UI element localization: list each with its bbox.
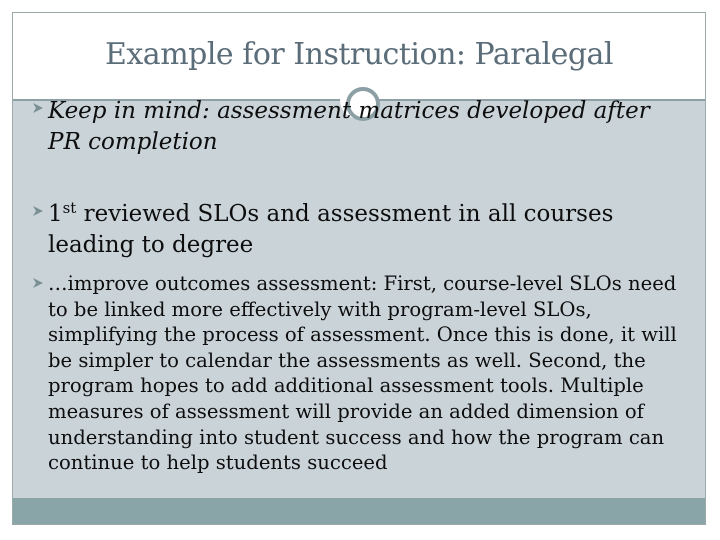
bullet-text-rest: reviewed SLOs and assessment in all courses leading to degree [48,201,614,258]
bullet-text-ordinal: st [62,198,77,217]
bullet-text [48,199,678,261]
bottom-bar [13,498,705,524]
slide-title: Example for Instruction: Paralegal [104,37,614,72]
bullet-text: …improve outcomes assessment: First, course-level SLOs need to be linked more effectively with program-level SLOs, simplifying the process of assessment. Once this is done, it will be simpler to calendar the assessments as well. Second, the program hopes to add additional assessment tools. Multiple measures of assessment will provide an added dimension of understanding into student success and how the program can continue to help students succeed [48,272,677,475]
bullet-text-number: 1 [48,201,63,227]
bullet-text: Keep in mind: assessment matrices developed after PR completion [48,98,650,155]
